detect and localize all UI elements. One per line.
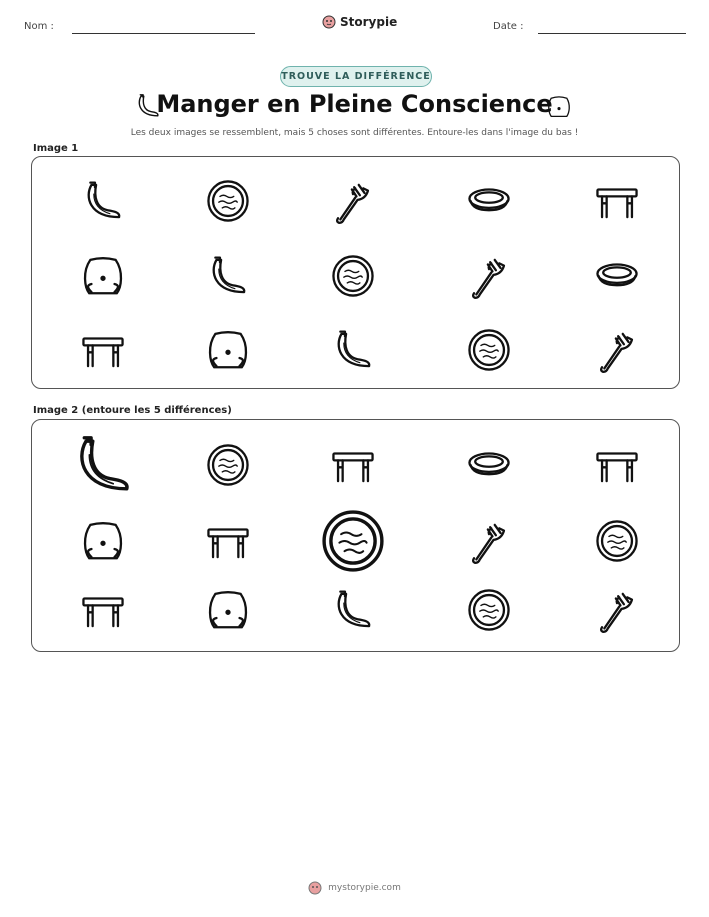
storypie-mascot-icon (322, 15, 336, 29)
belly-icon (546, 92, 572, 124)
belly-icon[interactable] (205, 327, 251, 373)
pie-icon[interactable] (205, 442, 251, 488)
brand-logo (322, 15, 397, 29)
belly-icon[interactable] (205, 587, 251, 633)
image1-panel[interactable] (31, 156, 680, 389)
banana-icon[interactable] (330, 327, 376, 373)
table-icon[interactable] (80, 327, 126, 373)
date-line[interactable] (538, 33, 686, 34)
belly-icon[interactable] (80, 253, 126, 299)
pie-icon[interactable] (594, 518, 640, 564)
pie-icon[interactable] (319, 507, 387, 575)
storypie-mascot-icon (308, 881, 322, 895)
fork-icon[interactable] (594, 587, 640, 633)
brand-name: Storypie (340, 15, 398, 29)
date-label: Date : (493, 21, 524, 32)
image2-panel[interactable] (31, 419, 680, 652)
table-icon[interactable] (594, 178, 640, 224)
plate-icon[interactable] (466, 178, 512, 224)
banana-icon[interactable] (69, 431, 137, 499)
fork-icon[interactable] (330, 178, 376, 224)
image1-label: Image 1 (33, 143, 79, 154)
name-label: Nom : (24, 21, 54, 32)
image2-label: Image 2 (entoure les 5 différences) (33, 405, 232, 416)
footer-site: mystorypie.com (328, 883, 401, 893)
fork-icon[interactable] (594, 327, 640, 373)
banana-icon[interactable] (330, 587, 376, 633)
plate-icon[interactable] (466, 442, 512, 488)
belly-icon[interactable] (80, 518, 126, 564)
instructions: Les deux images se ressemblent, mais 5 choses sont différentes. Entoure-les dans l'image du bas ! (130, 128, 579, 138)
footer (0, 881, 709, 895)
name-line[interactable] (72, 33, 255, 34)
pie-icon[interactable] (205, 178, 251, 224)
page-title: Manger en Pleine Conscience (156, 90, 553, 118)
banana-icon[interactable] (80, 178, 126, 224)
table-icon[interactable] (330, 442, 376, 488)
pie-icon[interactable] (330, 253, 376, 299)
fork-icon[interactable] (466, 253, 512, 299)
table-icon[interactable] (205, 518, 251, 564)
plate-icon[interactable] (594, 253, 640, 299)
fork-icon[interactable] (466, 518, 512, 564)
table-icon[interactable] (80, 587, 126, 633)
activity-badge: TROUVE LA DIFFÉRENCE (280, 66, 432, 87)
banana-icon[interactable] (205, 253, 251, 299)
pie-icon[interactable] (466, 327, 512, 373)
pie-icon[interactable] (466, 587, 512, 633)
table-icon[interactable] (594, 442, 640, 488)
